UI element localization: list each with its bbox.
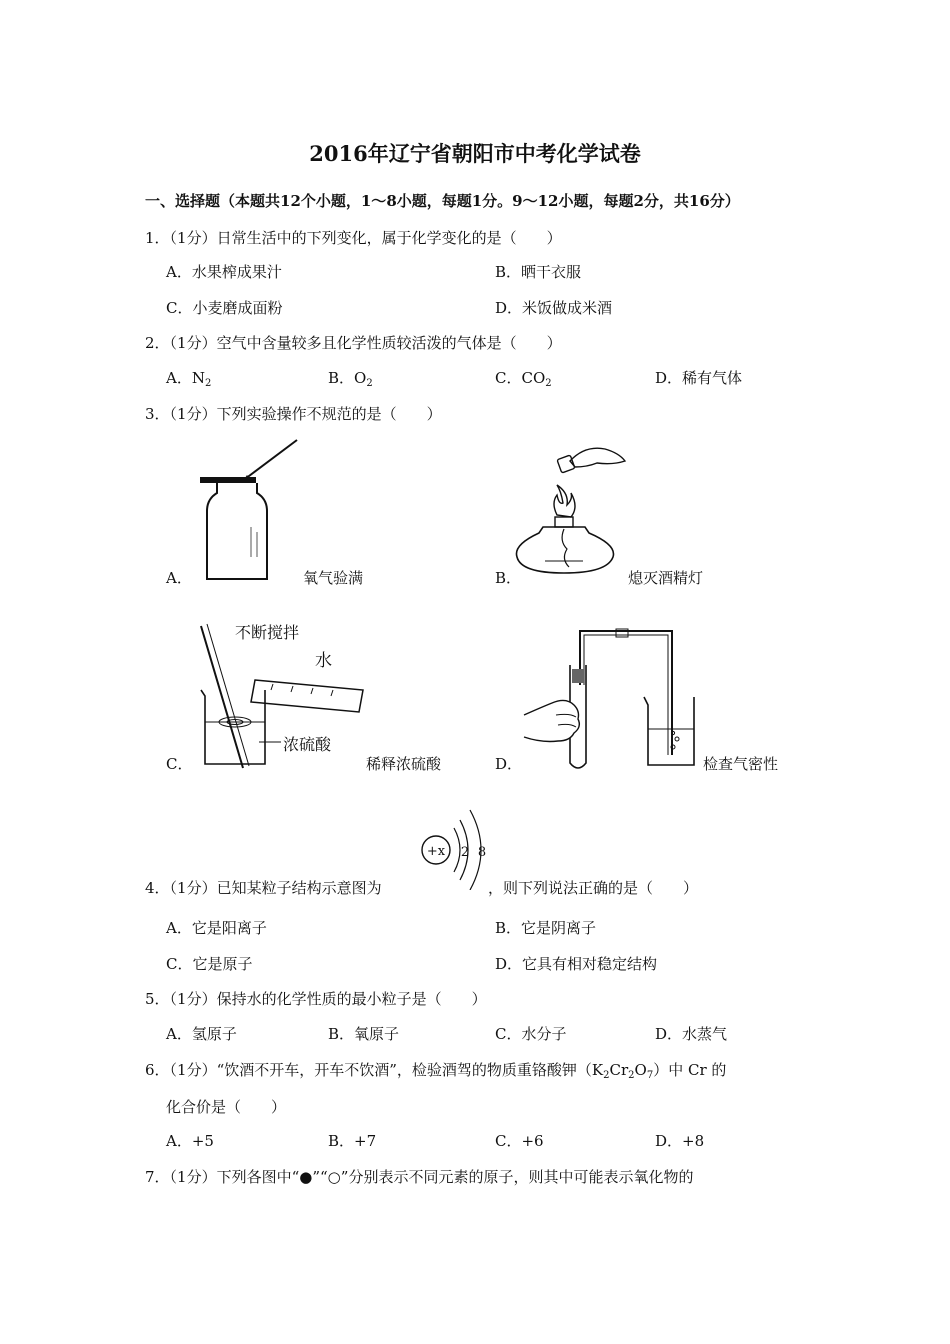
q2-option-c: C．$CO_2$ (495, 369, 552, 389)
q1-option-b: B．晒干衣服 (495, 263, 582, 281)
q5-option-a: A．氢原子 (166, 1025, 237, 1043)
page-title: 2016年辽宁省朝阳市中考化学试卷 (309, 141, 641, 166)
label-stir: 不断搅拌 (235, 623, 300, 642)
q5-option-c: C．水分子 (495, 1025, 567, 1043)
q2-option-b: B．$O_2$ (328, 369, 373, 389)
q4-option-c: C．它是原子 (166, 955, 253, 973)
q4-option-a: A．它是阳离子 (166, 919, 267, 937)
q3-option-d-letter: D． (495, 755, 523, 773)
q5-option-b: B．氧原子 (328, 1025, 400, 1043)
particle-structure-diagram (416, 806, 496, 890)
q4-option-b: B．它是阴离子 (495, 919, 597, 937)
section-heading: 一、选择题（本题共12个小题，1～8小题，每题1分。9～12小题，每题2分，共16分） (145, 192, 740, 210)
q4-stem-before: 4．（1分）已知某粒子结构示意图为 (145, 879, 382, 897)
q6-stem: 6．（1分）“饮酒不开车，开车不饮酒”，检验酒驾的物质重铬酸钾$(K_2Cr_2O_7)$中 Cr 的 (145, 1061, 727, 1081)
q3-option-b-letter: B． (495, 569, 522, 587)
q1-option-a: A．水果榨成果汁 (166, 263, 282, 281)
q3-option-a-caption: 氧气验满 (303, 569, 364, 587)
q3-option-c-caption: 稀释浓硫酸 (366, 755, 442, 773)
q6-option-d: D．+8 (655, 1132, 705, 1150)
q2-option-d: D．稀有气体 (655, 369, 743, 387)
q3-option-c-letter: C． (166, 755, 193, 773)
label-water: 水 (315, 651, 332, 671)
label-acid: 浓硫酸 (283, 735, 332, 754)
q6-option-c: C．+6 (495, 1132, 544, 1150)
figure-alcohol-lamp (515, 433, 630, 581)
shell-1-electrons: 2 (460, 845, 470, 860)
q6-stem-line2: 化合价是（ ） (166, 1098, 287, 1116)
q3-stem: 3．（1分）下列实验操作不规范的是（ ） (145, 405, 442, 423)
q3-option-b-caption: 熄灭酒精灯 (628, 569, 704, 587)
q2-stem: 2．（1分）空气中含量较多且化学性质较活泼的气体是（ ） (145, 334, 562, 352)
q1-option-d: D．米饭做成米酒 (495, 299, 613, 317)
q3-option-a-letter: A． (166, 569, 192, 587)
q3-option-d-caption: 检查气密性 (703, 755, 779, 773)
q6-option-b: B．+7 (328, 1132, 377, 1150)
q2-option-a: A．$N_2$ (166, 369, 212, 389)
q1-stem: 1．（1分）日常生活中的下列变化，属于化学变化的是（ ） (145, 229, 562, 247)
q6-option-a: A．+5 (166, 1132, 214, 1150)
q1-option-c: C．小麦磨成面粉 (166, 299, 283, 317)
q4-stem-after: ，则下列说法正确的是（ ） (488, 879, 699, 897)
q5-option-d: D．水蒸气 (655, 1025, 728, 1043)
q5-stem: 5．（1分）保持水的化学性质的最小粒子是（ ） (145, 990, 487, 1008)
figure-airtightness-check (522, 625, 700, 773)
nucleus-charge: +x (426, 844, 446, 859)
q7-stem: 7．（1分）下列各图中“●”“○”分别表示不同元素的原子，则其中可能表示氧化物的 (145, 1168, 694, 1186)
q4-option-d: D．它具有相对稳定结构 (495, 955, 658, 973)
shell-2-electrons: 8 (477, 845, 487, 860)
figure-oxygen-test (195, 437, 305, 585)
figure-dilute-sulfuric-acid (193, 620, 373, 770)
